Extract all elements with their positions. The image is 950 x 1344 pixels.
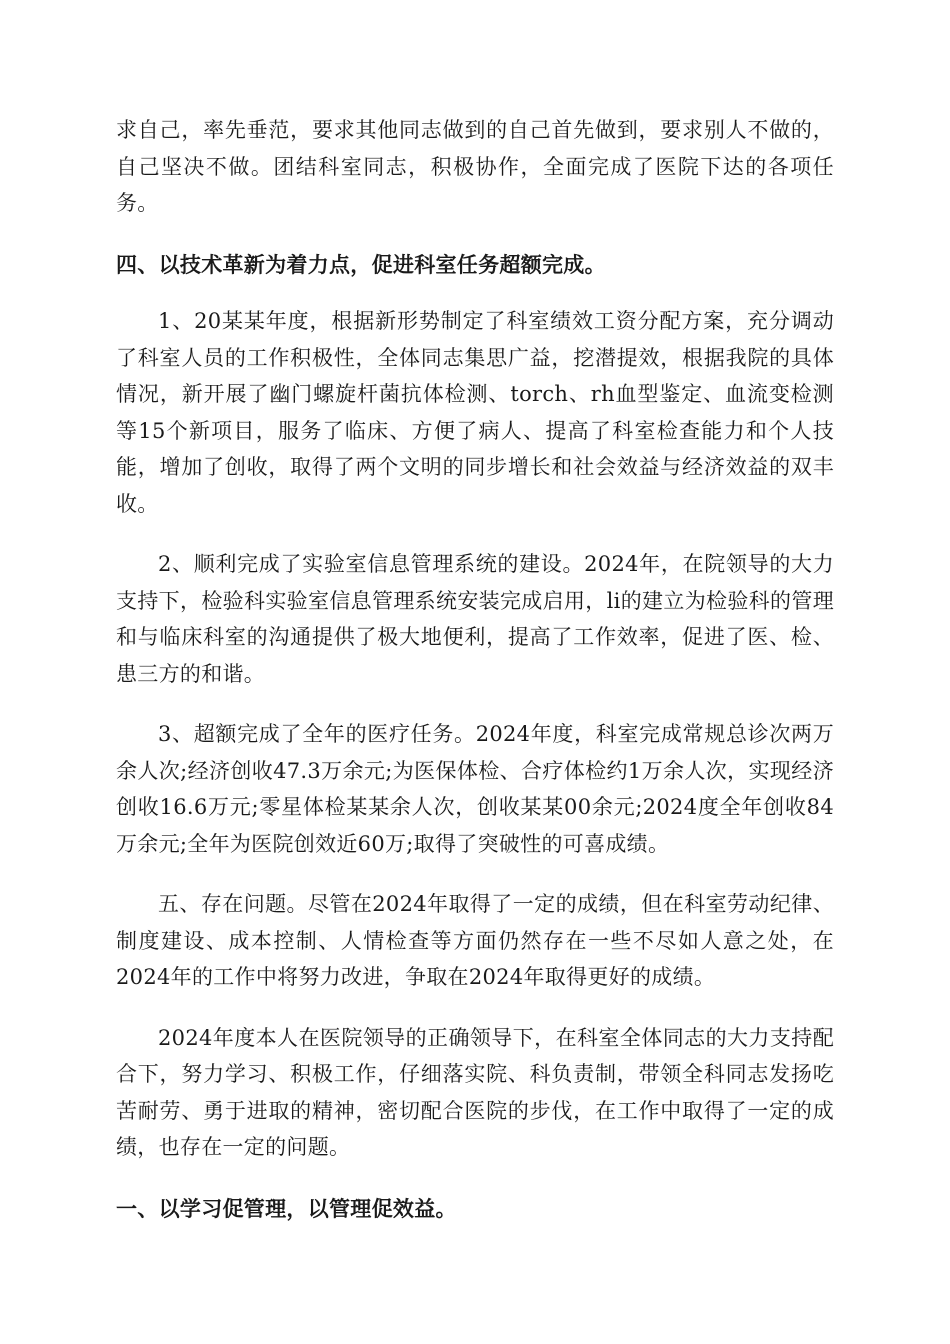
- paragraph-section-five: 五、存在问题。尽管在2024年取得了一定的成绩，但在科室劳动纪律、制度建设、成本控制、人情检查等方面仍然存在一些不尽如人意之处，在2024年的工作中将努力改进，争取在2024年取得更好的成绩。: [116, 892, 834, 989]
- paragraph-item-2: 2、顺利完成了实验室信息管理系统的建设。2024年，在院领导的大力支持下，检验科实验室信息管理系统安装完成启用，li的建立为检验科的管理和与临床科室的沟通提供了极大地便利，提高了工作效率，促进了医、检、患三方的和谐。: [116, 552, 834, 686]
- section-heading-four: 四、以技术革新为着力点，促进科室任务超额完成。: [116, 252, 606, 277]
- paragraph-item-3: 3、超额完成了全年的医疗任务。2024年度，科室完成常规总诊次两万余人次;经济创收47.3万余元;为医保体检、合疗体检约1万余人次，实现经济创收16.6万元;零星体检某某余人次，创收某某00余元;2024度全年创收84万余元;全年为医院创效近60万;取得了突破性的可喜成绩。: [116, 722, 834, 856]
- paragraph-annual-summary: 2024年度本人在医院领导的正确领导下，在科室全体同志的大力支持配合下，努力学习、积极工作，仔细落实院、科负责制，带领全科同志发扬吃苦耐劳、勇于进取的精神，密切配合医院的步伐，在工作中取得了一定的成绩，也存在一定的问题。: [116, 1025, 834, 1159]
- section-heading-one: 一、以学习促管理，以管理促效益。: [116, 1196, 457, 1221]
- paragraph-item-1: 1、20某某年度，根据新形势制定了科室绩效工资分配方案，充分调动了科室人员的工作积极性，全体同志集思广益，挖潜提效，根据我院的具体情况，新开展了幽门螺旋杆菌抗体检测、torch、rh血型鉴定、血流变检测等15个新项目，服务了临床、方便了病人、提高了科室检查能力和个人技能，增加了创收，取得了两个文明的同步增长和社会效益与经济效益的双丰收。: [116, 309, 834, 516]
- paragraph-continued: 求自己，率先垂范，要求其他同志做到的自己首先做到，要求别人不做的，自己坚决不做。团结科室同志，积极协作，全面完成了医院下达的各项任务。: [116, 118, 834, 215]
